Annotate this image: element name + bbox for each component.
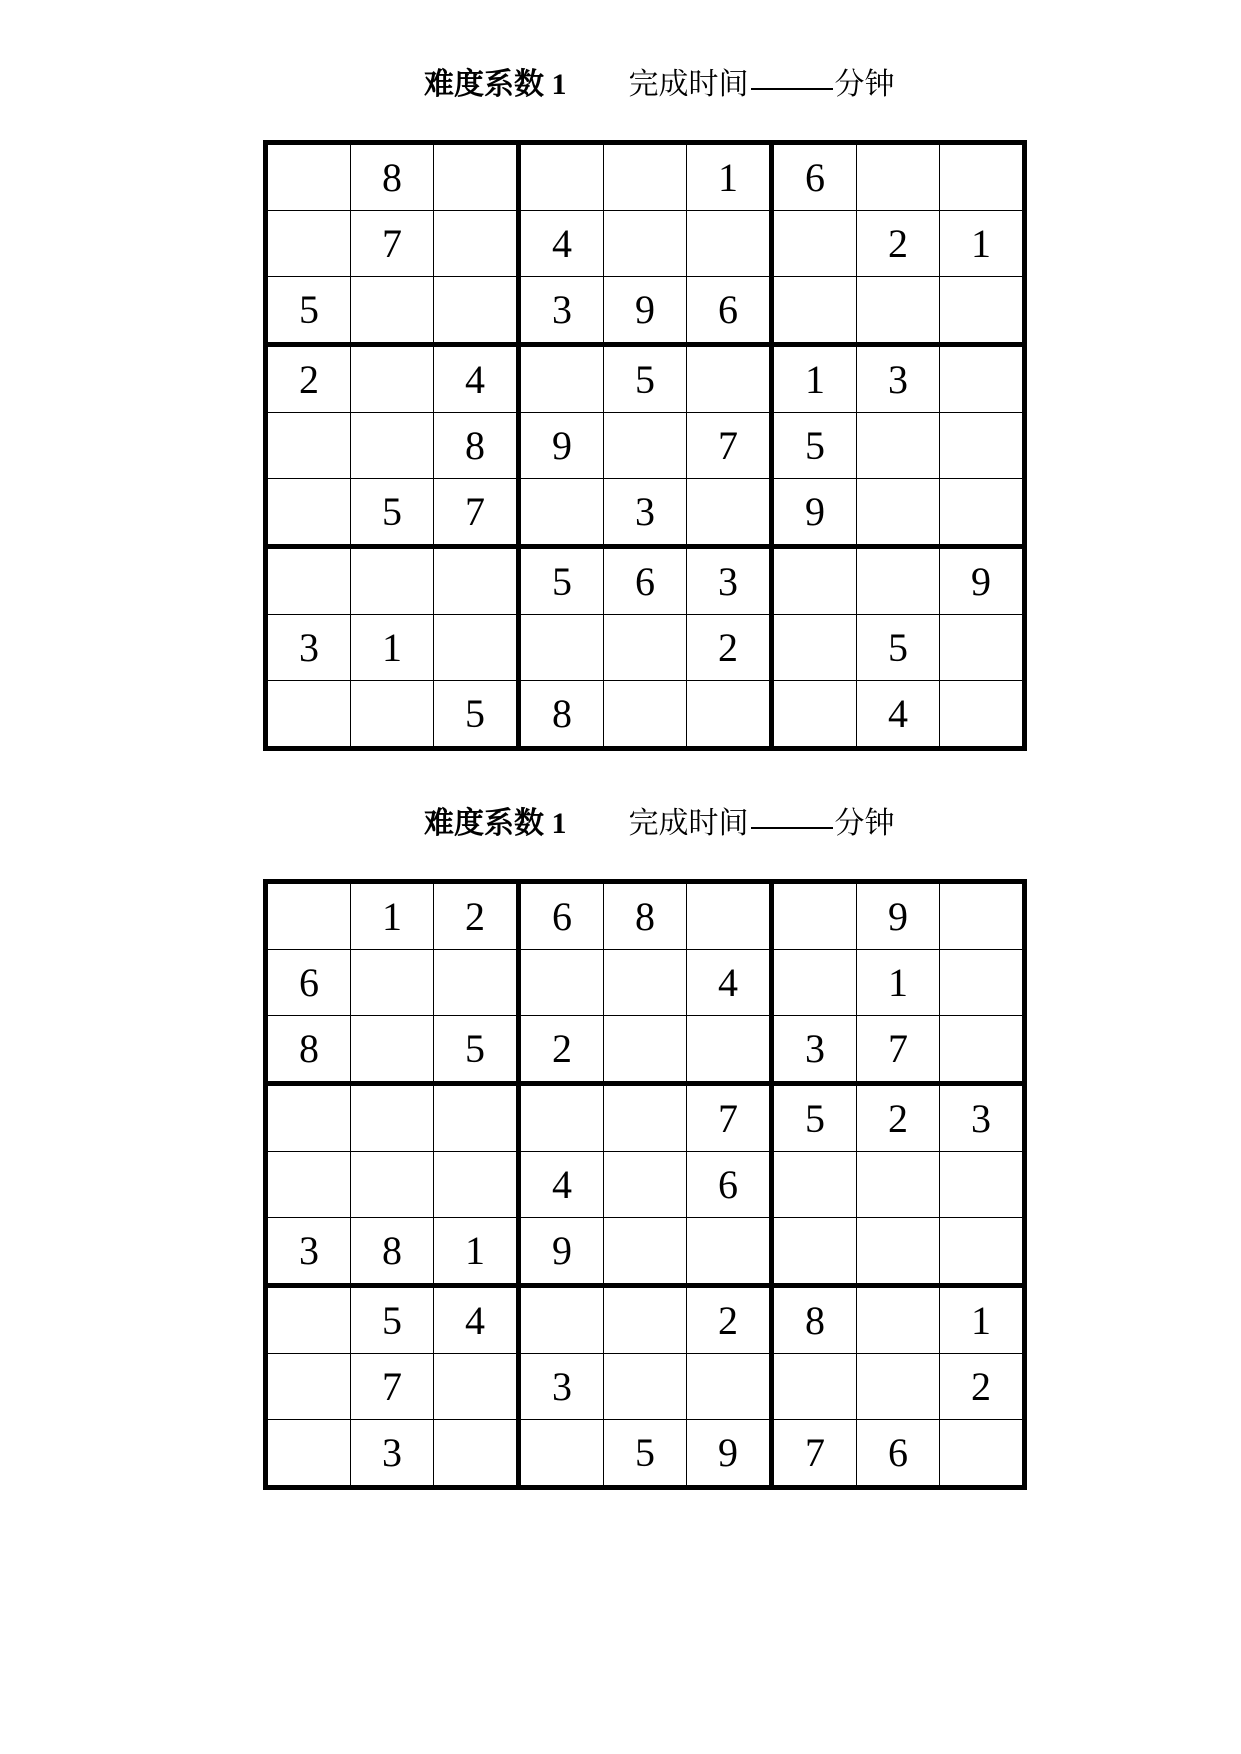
sudoku-cell[interactable] [604,615,687,681]
sudoku-cell[interactable] [687,1016,772,1084]
grid-row [266,1016,1025,1084]
sudoku-cell[interactable]: 9 [604,277,687,345]
sudoku-cell[interactable] [604,1218,687,1286]
sudoku-cell[interactable]: 7 [857,1016,940,1084]
sudoku-cell[interactable] [857,479,940,547]
sudoku-cell[interactable] [857,1152,940,1218]
sudoku-cell[interactable] [940,950,1025,1016]
grid-row [266,479,1025,547]
sudoku-grid-1 [263,140,1027,751]
sudoku-cell[interactable] [351,345,434,413]
sudoku-cell[interactable] [434,547,519,615]
grid-row [266,547,1025,615]
sudoku-cell[interactable] [266,211,351,277]
sudoku-cell[interactable] [940,882,1025,950]
sudoku-cell[interactable] [857,547,940,615]
sudoku-cell[interactable] [351,1016,434,1084]
sudoku-cell[interactable] [519,479,604,547]
sudoku-cell[interactable] [266,1152,351,1218]
sudoku-cell[interactable] [940,681,1025,749]
sudoku-cell[interactable] [266,882,351,950]
sudoku-cell[interactable]: 5 [604,345,687,413]
sudoku-cell[interactable] [351,950,434,1016]
sudoku-cell[interactable]: 4 [857,681,940,749]
grid-row [266,277,1025,345]
sudoku-cell[interactable] [434,143,519,211]
sudoku-cell[interactable] [687,1218,772,1286]
sudoku-cell[interactable] [772,547,857,615]
sudoku-cell[interactable] [857,1354,940,1420]
sudoku-cell[interactable]: 3 [519,1354,604,1420]
sudoku-cell[interactable]: 1 [687,143,772,211]
sudoku-cell[interactable]: 7 [351,211,434,277]
sudoku-cell[interactable] [857,143,940,211]
sudoku-cell[interactable]: 5 [519,547,604,615]
sudoku-cell[interactable]: 6 [687,277,772,345]
grid-row [266,681,1025,749]
sudoku-cell[interactable]: 7 [772,1420,857,1488]
sudoku-cell[interactable]: 5 [434,681,519,749]
sudoku-cell[interactable] [434,211,519,277]
sudoku-cell[interactable] [351,681,434,749]
sudoku-cell[interactable]: 2 [857,211,940,277]
sudoku-cell[interactable] [687,1354,772,1420]
sudoku-cell[interactable]: 6 [266,950,351,1016]
sudoku-cell[interactable] [351,1084,434,1152]
sudoku-cell[interactable]: 8 [266,1016,351,1084]
puzzle-1-header [424,58,895,102]
sudoku-cell[interactable]: 6 [604,547,687,615]
sudoku-cell[interactable] [940,1420,1025,1488]
grid-row [266,1354,1025,1420]
sudoku-cell[interactable] [434,277,519,345]
sudoku-cell[interactable] [604,1084,687,1152]
sudoku-cell[interactable] [351,277,434,345]
sudoku-cell[interactable]: 3 [857,345,940,413]
sudoku-cell[interactable]: 1 [940,1286,1025,1354]
sudoku-cell[interactable] [519,1420,604,1488]
sudoku-cell[interactable]: 3 [519,277,604,345]
grid-row [266,211,1025,277]
sudoku-cell[interactable] [604,1016,687,1084]
sudoku-cell[interactable] [940,479,1025,547]
sudoku-cell[interactable] [351,547,434,615]
sudoku-cell[interactable] [434,1084,519,1152]
sudoku-cell[interactable]: 3 [940,1084,1025,1152]
sudoku-cell[interactable]: 6 [857,1420,940,1488]
sudoku-cell[interactable]: 2 [434,882,519,950]
sudoku-cell[interactable] [687,211,772,277]
sudoku-cell[interactable]: 4 [519,211,604,277]
sudoku-cell[interactable]: 1 [351,615,434,681]
sudoku-cell[interactable] [687,882,772,950]
sudoku-cell[interactable] [687,345,772,413]
sudoku-cell[interactable]: 3 [266,615,351,681]
sudoku-cell[interactable]: 3 [351,1420,434,1488]
sudoku-cell[interactable] [772,681,857,749]
sudoku-cell[interactable] [519,143,604,211]
completion-time-blank[interactable] [751,58,833,90]
sudoku-cell[interactable] [772,1354,857,1420]
sudoku-cell[interactable] [519,950,604,1016]
grid-row [266,413,1025,479]
sudoku-cell[interactable] [857,1286,940,1354]
sudoku-cell[interactable]: 2 [857,1084,940,1152]
sudoku-cell[interactable]: 3 [687,547,772,615]
sudoku-cell[interactable] [266,1354,351,1420]
sudoku-cell[interactable]: 8 [434,413,519,479]
sudoku-cell[interactable]: 7 [434,479,519,547]
sudoku-cell[interactable] [434,615,519,681]
sudoku-cell[interactable] [266,681,351,749]
sudoku-cell[interactable] [604,681,687,749]
sudoku-cell[interactable]: 7 [687,413,772,479]
sudoku-cell[interactable] [519,615,604,681]
sudoku-cell[interactable]: 5 [434,1016,519,1084]
grid-row [266,1084,1025,1152]
sudoku-cell[interactable] [266,1420,351,1488]
sudoku-cell[interactable] [940,1152,1025,1218]
sudoku-cell[interactable]: 5 [266,277,351,345]
difficulty-label: 难度系数 1 [424,807,567,840]
sudoku-cell[interactable]: 3 [266,1218,351,1286]
sudoku-cell[interactable] [857,1218,940,1286]
sudoku-cell[interactable] [266,143,351,211]
sudoku-cell[interactable] [519,1286,604,1354]
sudoku-cell[interactable] [434,1420,519,1488]
grid-row [266,950,1025,1016]
sudoku-cell[interactable]: 1 [940,211,1025,277]
sudoku-cell[interactable] [351,413,434,479]
sudoku-cell[interactable]: 9 [519,413,604,479]
sudoku-cell[interactable] [604,1354,687,1420]
sudoku-cell[interactable] [604,211,687,277]
sudoku-cell[interactable]: 2 [519,1016,604,1084]
completion-time-label: 完成时间 [628,68,749,101]
sudoku-cell[interactable]: 7 [687,1084,772,1152]
sudoku-cell[interactable] [772,1152,857,1218]
sudoku-cell[interactable]: 6 [687,1152,772,1218]
sudoku-cell[interactable]: 8 [351,1218,434,1286]
grid-row [266,345,1025,413]
sudoku-cell[interactable]: 1 [434,1218,519,1286]
sudoku-cell[interactable] [687,479,772,547]
time-unit-label: 分钟 [834,807,895,840]
sudoku-cell[interactable] [519,1084,604,1152]
sudoku-cell[interactable]: 4 [434,1286,519,1354]
sudoku-cell[interactable]: 9 [687,1420,772,1488]
sudoku-cell[interactable]: 2 [687,1286,772,1354]
sudoku-cell[interactable] [266,547,351,615]
sudoku-cell[interactable]: 8 [604,882,687,950]
sudoku-cell[interactable]: 2 [687,615,772,681]
sudoku-cell[interactable] [604,413,687,479]
sudoku-cell[interactable] [604,950,687,1016]
sudoku-cell[interactable] [772,950,857,1016]
sudoku-cell[interactable]: 9 [772,479,857,547]
sudoku-cell[interactable] [434,1152,519,1218]
sudoku-cell[interactable]: 9 [857,882,940,950]
sudoku-cell[interactable] [604,1152,687,1218]
difficulty-label: 难度系数 1 [424,68,567,101]
sudoku-cell[interactable] [940,1218,1025,1286]
sudoku-cell[interactable] [940,1016,1025,1084]
sudoku-cell[interactable]: 4 [434,345,519,413]
grid-row [266,143,1025,211]
time-unit-label: 分钟 [834,68,895,101]
completion-time-blank[interactable] [751,797,833,829]
sudoku-cell[interactable]: 3 [772,1016,857,1084]
sudoku-cell[interactable] [266,413,351,479]
sudoku-cell[interactable] [604,1286,687,1354]
sudoku-cell[interactable] [940,413,1025,479]
sudoku-cell[interactable] [266,1286,351,1354]
sudoku-cell[interactable]: 4 [519,1152,604,1218]
sudoku-cell[interactable]: 5 [772,413,857,479]
grid-row [266,1218,1025,1286]
sudoku-cell[interactable] [772,211,857,277]
sudoku-cell[interactable]: 6 [772,143,857,211]
sudoku-cell[interactable]: 9 [940,547,1025,615]
sudoku-cell[interactable] [266,479,351,547]
sudoku-cell[interactable] [434,950,519,1016]
sudoku-cell[interactable]: 4 [687,950,772,1016]
puzzle-2-header [424,797,895,841]
sudoku-cell[interactable]: 5 [351,1286,434,1354]
sudoku-cell[interactable] [604,143,687,211]
sudoku-cell[interactable]: 1 [772,345,857,413]
sudoku-cell[interactable] [857,413,940,479]
sudoku-cell[interactable] [940,615,1025,681]
sudoku-cell[interactable] [519,345,604,413]
sudoku-cell[interactable]: 9 [519,1218,604,1286]
sudoku-cell[interactable]: 8 [772,1286,857,1354]
sudoku-cell[interactable] [434,1354,519,1420]
sudoku-cell[interactable] [772,615,857,681]
sudoku-cell[interactable] [857,277,940,345]
sudoku-cell[interactable] [940,345,1025,413]
grid-row [266,1286,1025,1354]
sudoku-cell[interactable] [351,1152,434,1218]
sudoku-grid-2 [263,879,1027,1490]
sudoku-cell[interactable] [687,681,772,749]
sudoku-cell[interactable]: 5 [857,615,940,681]
sudoku-cell[interactable]: 2 [940,1354,1025,1420]
sudoku-cell[interactable]: 8 [519,681,604,749]
completion-time-label: 完成时间 [628,807,749,840]
sudoku-cell[interactable]: 8 [351,143,434,211]
grid-row [266,615,1025,681]
sudoku-cell[interactable]: 7 [351,1354,434,1420]
sudoku-cell[interactable]: 3 [604,479,687,547]
grid-row [266,1420,1025,1488]
sudoku-cell[interactable] [772,1218,857,1286]
grid-row [266,1152,1025,1218]
sudoku-cell[interactable]: 1 [857,950,940,1016]
sudoku-cell[interactable]: 5 [604,1420,687,1488]
grid-row [266,882,1025,950]
sudoku-cell[interactable] [266,1084,351,1152]
sudoku-cell[interactable]: 5 [772,1084,857,1152]
sudoku-cell[interactable]: 6 [519,882,604,950]
sudoku-cell[interactable]: 5 [351,479,434,547]
sudoku-cell[interactable] [772,277,857,345]
sudoku-cell[interactable] [940,277,1025,345]
sudoku-cell[interactable]: 2 [266,345,351,413]
sudoku-cell[interactable] [772,882,857,950]
sudoku-cell[interactable]: 1 [351,882,434,950]
sudoku-cell[interactable] [940,143,1025,211]
